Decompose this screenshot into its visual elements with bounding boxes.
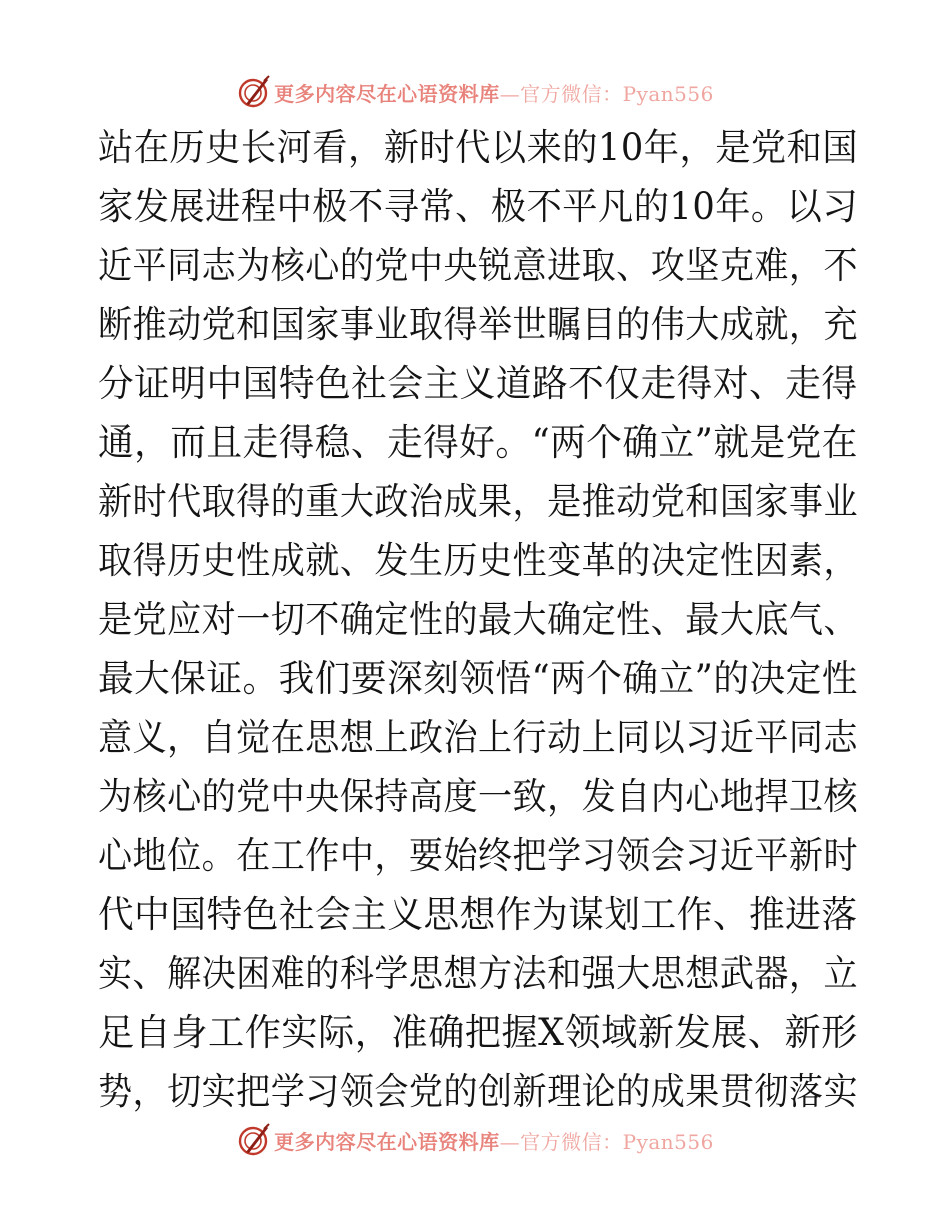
- footer-brand-text: 更多内容尽在心语资料库: [274, 1129, 500, 1154]
- body-line: 站在历史长河看，新时代以来的10年，是党和国: [98, 126, 859, 169]
- body-line: 是党应对一切不确定性的最大确定性、最大底气、: [98, 598, 858, 641]
- body-line: 通，而且走得稳、走得好。“两个确立”就是党在: [98, 421, 858, 464]
- body-line: 实、解决困难的科学思想方法和强大思想武器，立: [98, 952, 858, 995]
- body-line: 足自身工作实际，准确把握X领域新发展、新形: [98, 1011, 858, 1054]
- body-line: 断推动党和国家事业取得举世瞩目的伟大成就，充: [98, 303, 858, 346]
- quill-seal-logo-icon: [236, 1122, 272, 1158]
- footer-official-text: —官方微信：Pyan556: [499, 1129, 714, 1154]
- body-paragraph: [98, 118, 858, 1121]
- body-line: 意义，自觉在思想上政治上行动上同以习近平同志: [98, 716, 858, 759]
- body-line: 新时代取得的重大政治成果，是推动党和国家事业: [98, 480, 858, 523]
- body-line: 心地位。在工作中，要始终把学习领会习近平新时: [98, 834, 858, 877]
- body-line: 家发展进程中极不寻常、极不平凡的10年。以习: [98, 185, 859, 228]
- body-line: 取得历史性成就、发生历史性变革的决定性因素，: [98, 539, 858, 582]
- body-line: 最大保证。我们要深刻领悟“两个确立”的决定性: [98, 657, 858, 700]
- quill-seal-logo-icon: [236, 74, 272, 110]
- body-line: 为核心的党中央保持高度一致，发自内心地捍卫核: [98, 775, 858, 818]
- header-brand-text: 更多内容尽在心语资料库: [274, 81, 500, 106]
- header-official-text: —官方微信：Pyan556: [499, 81, 714, 106]
- header-text: [274, 78, 714, 107]
- footer-banner: [0, 1120, 950, 1160]
- body-line: 分证明中国特色社会主义道路不仅走得对、走得: [98, 362, 858, 405]
- body-line: 代中国特色社会主义思想作为谋划工作、推进落: [98, 893, 858, 936]
- header-banner: [0, 72, 950, 112]
- body-line: 近平同志为核心的党中央锐意进取、攻坚克难，不: [98, 244, 858, 287]
- footer-text: [274, 1126, 714, 1155]
- body-line: 势，切实把学习领会党的创新理论的成果贯彻落实: [98, 1070, 858, 1113]
